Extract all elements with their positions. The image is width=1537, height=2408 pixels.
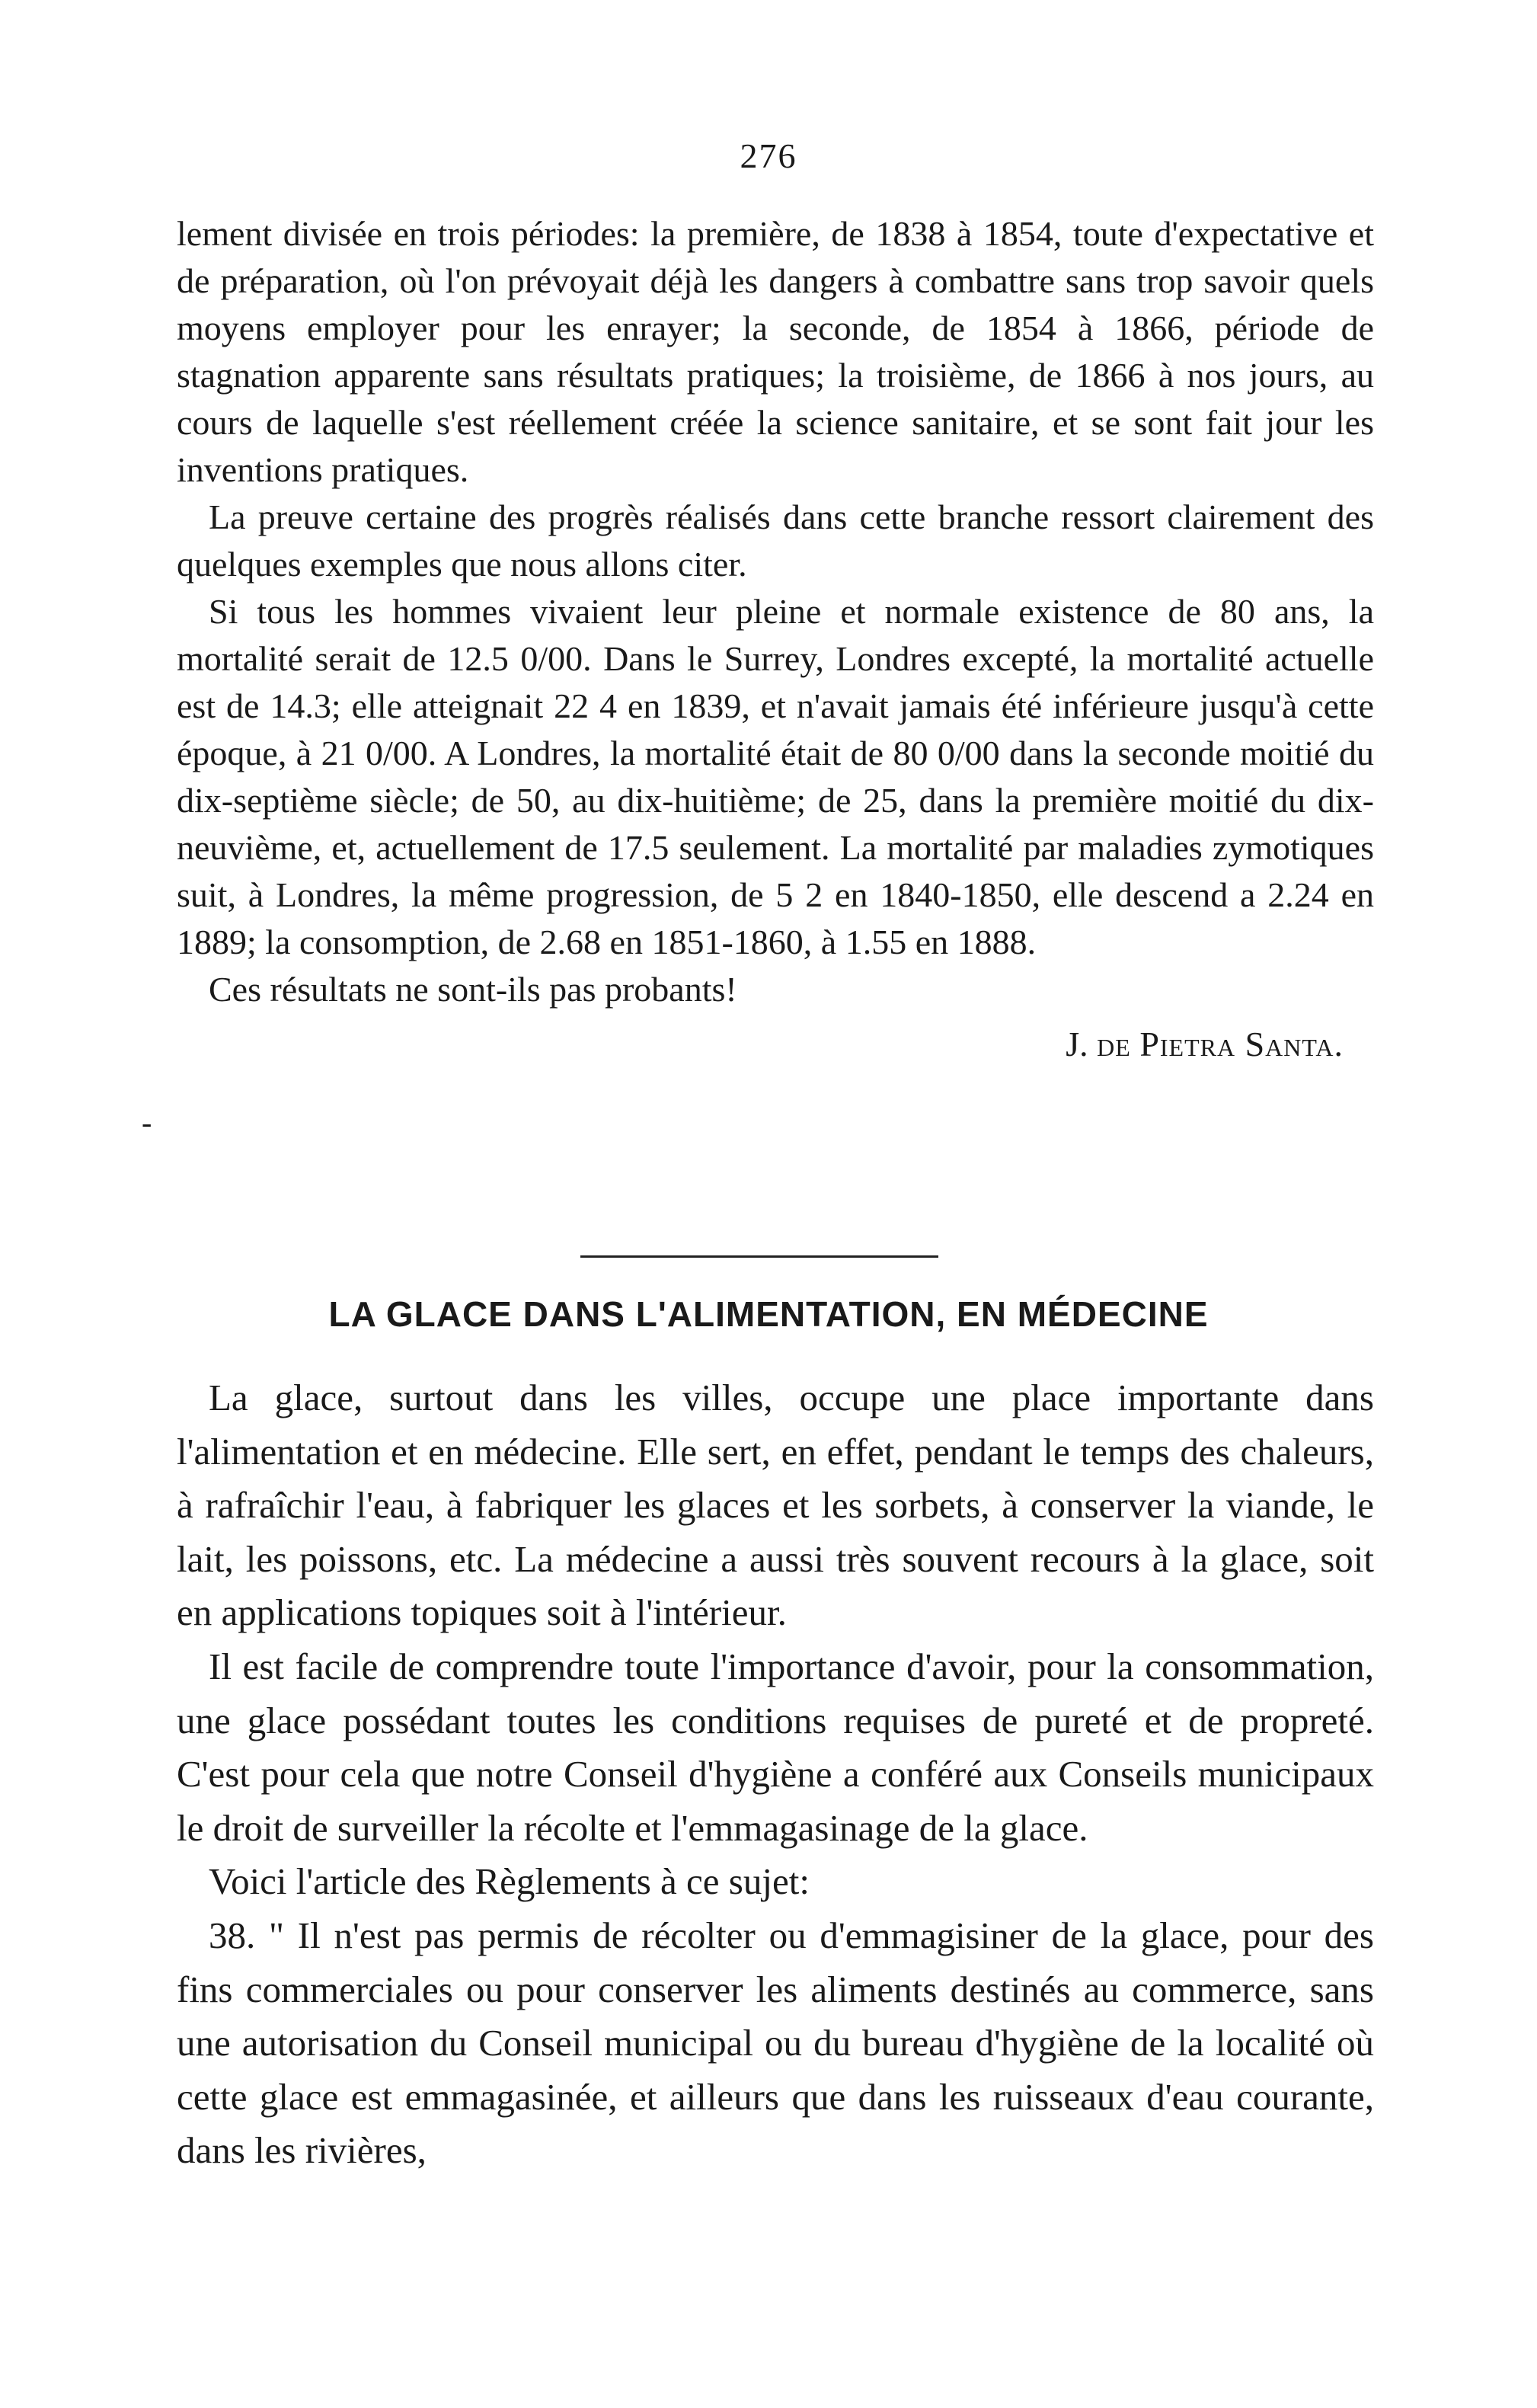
paragraph-ice-intro: La glace, surtout dans les villes, occupe une place importante dans l'alimentation et en médecine. Elle sert, en effet, pendant le temps des chaleurs, à rafraîchir l'eau, à fabriquer les glaces et les sorbets, à conserver la viande, le lait, les poissons, etc. La médecine a aussi très souvent recours à la glace, soit en applications topiques soit à l'intérieur. <box>177 1377 1374 1634</box>
author-signature <box>177 1021 1374 1068</box>
paragraph-ice-article-38: 38. " Il n'est pas permis de récolter ou d'emmagisiner de la glace, pour des fins commerciales ou pour conserver les aliments destinés au commerce, sans une autorisation du Conseil municipal ou du bureau d'hygiène de la localité où cette glace est emmagasinée, et ailleurs que dans les ruisseaux d'eau courante, dans les rivières, <box>177 1914 1374 2172</box>
article-statistics-text <box>177 210 1374 1068</box>
signature-initial: J. <box>1066 1025 1088 1063</box>
margin-mark: - <box>142 1105 152 1140</box>
paragraph-mortality: Si tous les hommes vivaient leur pleine et normale existence de 80 ans, la mortalité serait de 12.5 0/00. Dans le Surrey, Londres excepté, la mortalité actuelle est de 14.3; elle atteignait 22 4 en 1839, et n'avait jamais été inférieure jusqu'à cette époque, à 21 0/00. A Londres, la mortalité était de 80 0/00 dans la seconde moitié du dix-septième siècle; de 50, au dix-huitième; de 25, dans la première moitié du dix-neuvième, et, actuellement de 17.5 seulement. La mortalité par maladies zymotiques suit, à Londres, la même progression, de 5 2 en 1840-1850, elle descend a 2.24 en 1889; la consomption, de 2.68 en 1851-1860, à 1.55 en 1888. <box>177 592 1374 961</box>
section-title: LA GLACE DANS L'ALIMENTATION, EN MÉDECINE <box>328 1294 1209 1334</box>
section-divider <box>580 1255 938 1258</box>
paragraph-ice-regulation-intro: Voici l'article des Règlements à ce sujet: <box>209 1860 810 1903</box>
paragraph-periods: lement divisée en trois périodes: la première, de 1838 à 1854, toute d'expectative et de préparation, où l'on prévoyait déjà les dangers à combattre sans trop savoir quels moyens employer pour les enrayer; la seconde, de 1854 à 1866, période de stagnation apparente sans résultats pratiques; la troisième, de 1866 à nos jours, au cours de laquelle s'est réellement créée la science sanitaire, et se sont fait jour les inventions pratiques. <box>177 214 1374 489</box>
page-number: 276 <box>740 136 797 175</box>
article-ice-text <box>177 1371 1374 2178</box>
signature-name: Pietra Santa. <box>1139 1025 1344 1063</box>
signature-particle: de <box>1097 1025 1131 1063</box>
paragraph-ice-importance: Il est facile de comprendre toute l'importance d'avoir, pour la consommation, une glace possédant toutes les conditions requises de pureté et de propreté. C'est pour cela que notre Conseil d'hygiène a conféré aux Conseils municipaux le droit de surveiller la récolte et l'emmagasinage de la glace. <box>177 1645 1374 1849</box>
paragraph-conclusion: Ces résultats ne sont-ils pas probants! <box>209 970 737 1009</box>
paragraph-progress: La preuve certaine des progrès réalisés dans cette branche ressort clairement des quelques exemples que nous allons citer. <box>177 497 1374 584</box>
